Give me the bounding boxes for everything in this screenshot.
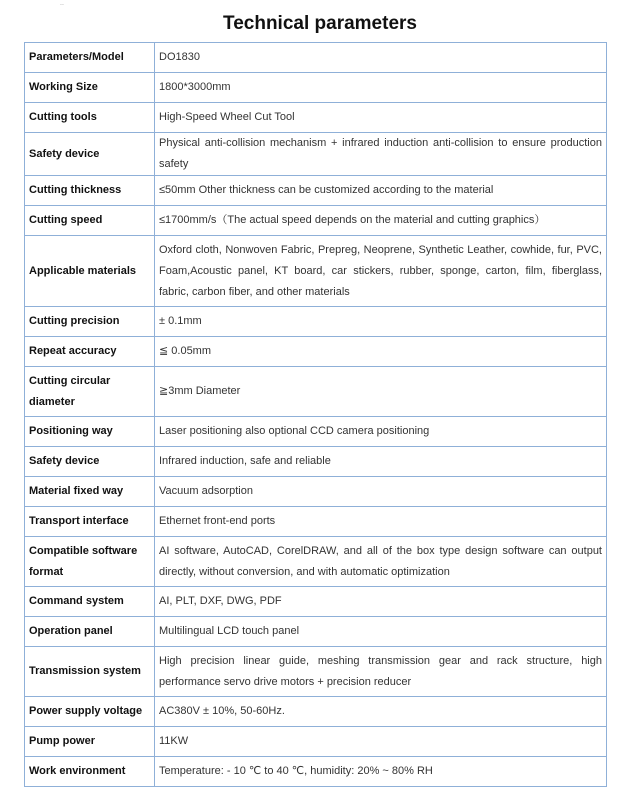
param-name: Cutting tools [25, 103, 154, 132]
param-name: Cutting circular diameter [25, 367, 154, 416]
param-name: Safety device [25, 133, 154, 175]
header-mark: .. [60, 0, 64, 7]
param-value: ≦ 0.05mm [155, 337, 606, 366]
param-value: Temperature: - 10 ℃ to 40 ℃, humidity: 20% ~ 80% RH [155, 757, 606, 786]
param-value: ≤50mm Other thickness can be customized according to the material [155, 176, 606, 205]
param-name: Power supply voltage [25, 697, 154, 726]
param-name: Material fixed way [25, 477, 154, 506]
param-value: Laser positioning also optional CCD camera positioning [155, 417, 606, 446]
param-name: Applicable materials [25, 236, 154, 306]
param-name: Positioning way [25, 417, 154, 446]
param-value: AI, PLT, DXF, DWG, PDF [155, 587, 606, 616]
table-row [25, 537, 606, 586]
parameters-table [24, 42, 607, 787]
param-value: 1800*3000mm [155, 73, 606, 102]
param-name: Repeat accuracy [25, 337, 154, 366]
param-value: High-Speed Wheel Cut Tool [155, 103, 606, 132]
param-value: Ethernet front-end ports [155, 507, 606, 536]
table-row [25, 447, 606, 476]
table-row [25, 647, 606, 696]
param-name: Cutting speed [25, 206, 154, 235]
param-value: Physical anti-collision mechanism + infrared induction anti-collision to ensure production safety [155, 133, 606, 175]
param-name: Safety device [25, 447, 154, 476]
param-value: AI software, AutoCAD, CorelDRAW, and all of the box type design software can output directly, without conversion, and with automatic optimization [155, 537, 606, 586]
table-row [25, 206, 606, 235]
table-row [25, 477, 606, 506]
table-row [25, 73, 606, 102]
param-name: Parameters/Model [25, 43, 154, 72]
param-name: Operation panel [25, 617, 154, 646]
page-title: Technical parameters [223, 13, 417, 34]
table-row [25, 367, 606, 416]
param-value: ≧3mm Diameter [155, 367, 606, 416]
table-row [25, 727, 606, 756]
table-row [25, 43, 606, 72]
param-value: Vacuum adsorption [155, 477, 606, 506]
param-name: Cutting thickness [25, 176, 154, 205]
table-row [25, 757, 606, 786]
table-row [25, 133, 606, 175]
table-row [25, 507, 606, 536]
param-name: Compatible software format [25, 537, 154, 586]
param-name: Transmission system [25, 647, 154, 696]
table-row [25, 103, 606, 132]
table-row [25, 587, 606, 616]
param-name: Work environment [25, 757, 154, 786]
param-value: DO1830 [155, 43, 606, 72]
param-name: Pump power [25, 727, 154, 756]
param-value: Oxford cloth, Nonwoven Fabric, Prepreg, Neoprene, Synthetic Leather, cowhide, fur, PVC, Foam,Acoustic panel, KT board, car stickers, rubber, sponge, carton, film, fiberglass, fabric, carbon fiber, and other materials [155, 236, 606, 306]
param-name: Working Size [25, 73, 154, 102]
param-value: AC380V ± 10%, 50-60Hz. [155, 697, 606, 726]
table-row [25, 417, 606, 446]
param-value: High precision linear guide, meshing transmission gear and rack structure, high performance servo drive motors + precision reducer [155, 647, 606, 696]
table-row [25, 617, 606, 646]
table-row [25, 697, 606, 726]
param-name: Cutting precision [25, 307, 154, 336]
param-value: Infrared induction, safe and reliable [155, 447, 606, 476]
param-name: Command system [25, 587, 154, 616]
param-value: 11KW [155, 727, 606, 756]
table-row [25, 337, 606, 366]
table-row [25, 307, 606, 336]
table-row [25, 236, 606, 306]
param-name: Transport interface [25, 507, 154, 536]
param-value: Multilingual LCD touch panel [155, 617, 606, 646]
table-row [25, 176, 606, 205]
param-value: ≤1700mm/s（The actual speed depends on the material and cutting graphics） [155, 206, 606, 235]
param-value: ± 0.1mm [155, 307, 606, 336]
